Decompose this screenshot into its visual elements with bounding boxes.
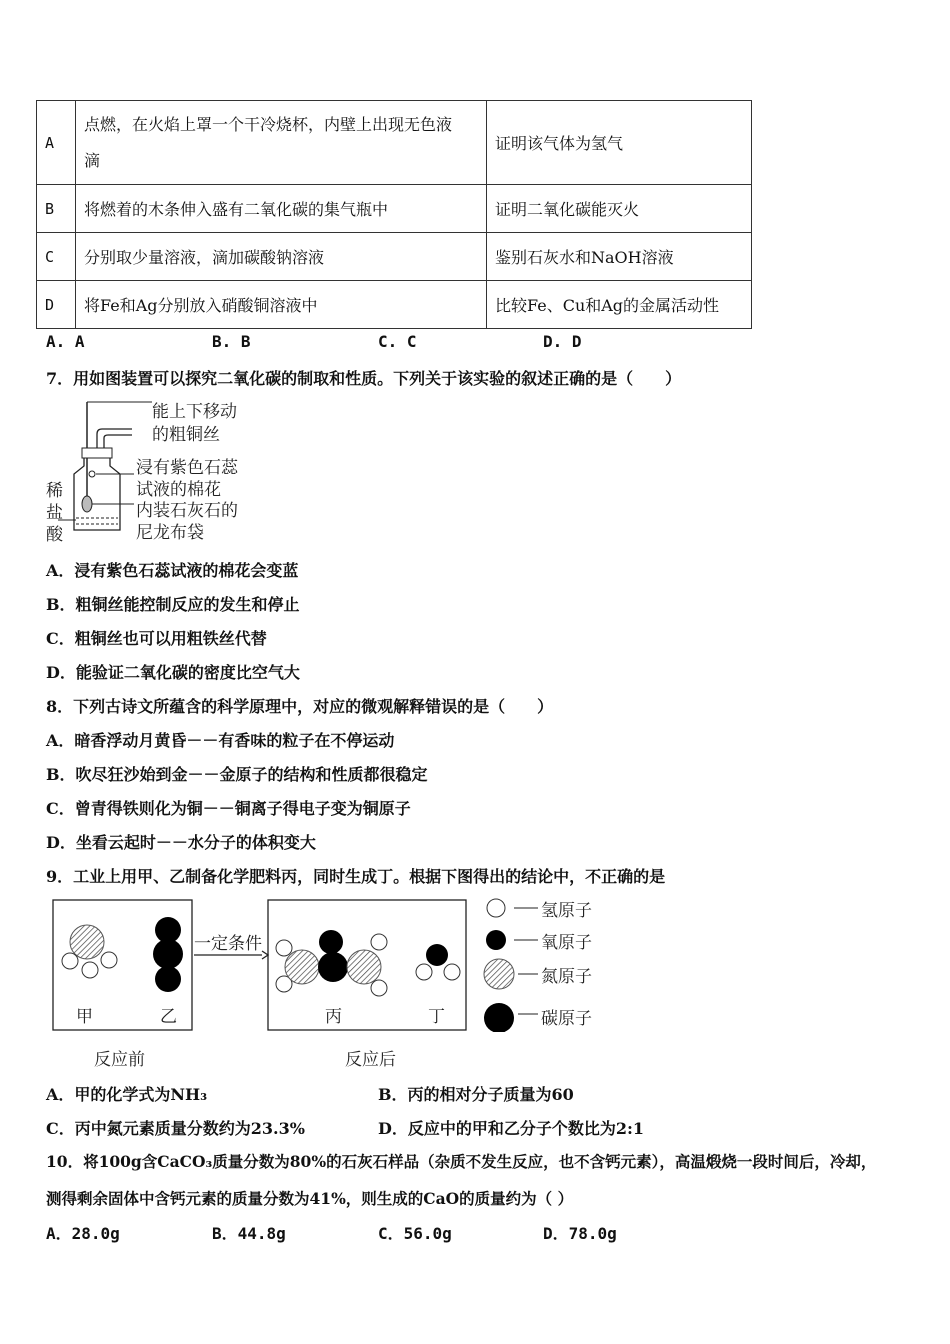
q6-option-a[interactable]: A. A — [46, 332, 85, 351]
cotton-label: 试液的棉花 — [136, 480, 221, 500]
acid-label: 酸 — [46, 525, 63, 545]
operation-line: 滴 — [84, 150, 101, 170]
purpose-cell: 鉴别石灰水和NaOH溶液 — [487, 233, 752, 281]
q8-stem: 8．下列古诗文所蕴含的科学原理中，对应的微观解释错误的是（ ） — [46, 697, 554, 716]
q10-option-d[interactable]: D．78.0g — [543, 1224, 617, 1243]
legend-carbon: 碳原子 — [541, 1009, 592, 1029]
purpose-cell: 证明该气体为氢气 — [487, 101, 752, 185]
q7-option-d[interactable]: D．能验证二氧化碳的密度比空气大 — [46, 663, 300, 682]
q10-stem-line1: 10．将100g含CaCO₃质量分数为80%的石灰石样品（杂质不发生反应，也不含钙元素），高温煅烧一段时间后，冷却， — [46, 1152, 877, 1171]
q7-option-c[interactable]: C．粗铜丝也可以用粗铁丝代替 — [46, 629, 267, 648]
purpose-cell: 证明二氧化碳能灭火 — [487, 185, 752, 233]
q10-option-a[interactable]: A．28.0g — [46, 1224, 120, 1243]
molecule-jia-label: 甲 — [76, 1007, 93, 1027]
operation-cell: 分别取少量溶液，滴加碳酸钠溶液 — [76, 233, 487, 281]
row-label: C — [37, 233, 76, 281]
table-row — [37, 101, 752, 185]
wire-label: 能上下移动 — [152, 402, 237, 422]
after-reaction-label: 反应后 — [345, 1050, 396, 1070]
bag-label: 内装石灰石的 — [136, 501, 238, 521]
q9-option-a[interactable]: A．甲的化学式为NH₃ — [46, 1085, 208, 1104]
wire-label: 的粗铜丝 — [152, 425, 220, 445]
q8-option-a[interactable]: A．暗香浮动月黄昏－－有香味的粒子在不停运动 — [46, 731, 395, 750]
bag-label: 尼龙布袋 — [136, 523, 204, 543]
q9-stem: 9．工业上用甲、乙制备化学肥料丙，同时生成丁。根据下图得出的结论中，不正确的是 — [46, 867, 666, 886]
q7-stem: 7．用如图装置可以探究二氧化碳的制取和性质。下列关于该实验的叙述正确的是（ ） — [46, 369, 682, 388]
q9-option-d[interactable]: D．反应中的甲和乙分子个数比为2:1 — [378, 1119, 645, 1138]
q9-option-b[interactable]: B．丙的相对分子质量为60 — [378, 1085, 574, 1104]
legend-oxygen: 氧原子 — [541, 933, 592, 953]
cotton-label: 浸有紫色石蕊 — [136, 458, 238, 478]
operation-line: 点燃，在火焰上罩一个干冷烧杯，内壁上出现无色液 — [84, 114, 453, 134]
table-row — [37, 281, 752, 329]
q10-option-c[interactable]: C．56.0g — [378, 1224, 452, 1243]
molecule-ding-label: 丁 — [428, 1007, 445, 1027]
experiment-table — [36, 100, 752, 329]
molecule-yi-label: 乙 — [160, 1007, 177, 1027]
legend-nitrogen: 氮原子 — [541, 967, 592, 987]
table-row — [37, 233, 752, 281]
q6-option-b[interactable]: B. B — [212, 332, 251, 351]
operation-cell: 将燃着的木条伸入盛有二氧化碳的集气瓶中 — [76, 185, 487, 233]
row-label: A — [37, 101, 76, 185]
molecule-bing-label: 丙 — [325, 1007, 342, 1027]
q9-option-c[interactable]: C．丙中氮元素质量分数约为23.3% — [46, 1119, 305, 1138]
reaction-condition-label: 一定条件 — [194, 934, 262, 954]
q7-option-b[interactable]: B．粗铜丝能控制反应的发生和停止 — [46, 595, 300, 614]
q6-option-d[interactable]: D. D — [543, 332, 582, 351]
q10-option-b[interactable]: B．44.8g — [212, 1224, 286, 1243]
acid-label: 稀 — [46, 481, 63, 501]
q8-option-c[interactable]: C．曾青得铁则化为铜－－铜离子得电子变为铜原子 — [46, 799, 411, 818]
q7-option-a[interactable]: A．浸有紫色石蕊试液的棉花会变蓝 — [46, 561, 299, 580]
q10-stem-line2: 测得剩余固体中含钙元素的质量分数为41%，则生成的CaO的质量约为（ ） — [46, 1189, 574, 1208]
row-label: D — [37, 281, 76, 329]
legend-hydrogen: 氢原子 — [541, 901, 592, 921]
operation-cell: 将Fe和Ag分别放入硝酸铜溶液中 — [76, 281, 487, 329]
purpose-cell: 比较Fe、Cu和Ag的金属活动性 — [487, 281, 752, 329]
q8-option-d[interactable]: D．坐看云起时－－水分子的体积变大 — [46, 833, 316, 852]
table-row — [37, 185, 752, 233]
q6-option-c[interactable]: C. C — [378, 332, 417, 351]
operation-cell — [76, 101, 487, 185]
row-label: B — [37, 185, 76, 233]
q8-option-b[interactable]: B．吹尽狂沙始到金－－金原子的结构和性质都很稳定 — [46, 765, 428, 784]
acid-label: 盐 — [46, 503, 63, 523]
before-reaction-label: 反应前 — [94, 1050, 145, 1070]
